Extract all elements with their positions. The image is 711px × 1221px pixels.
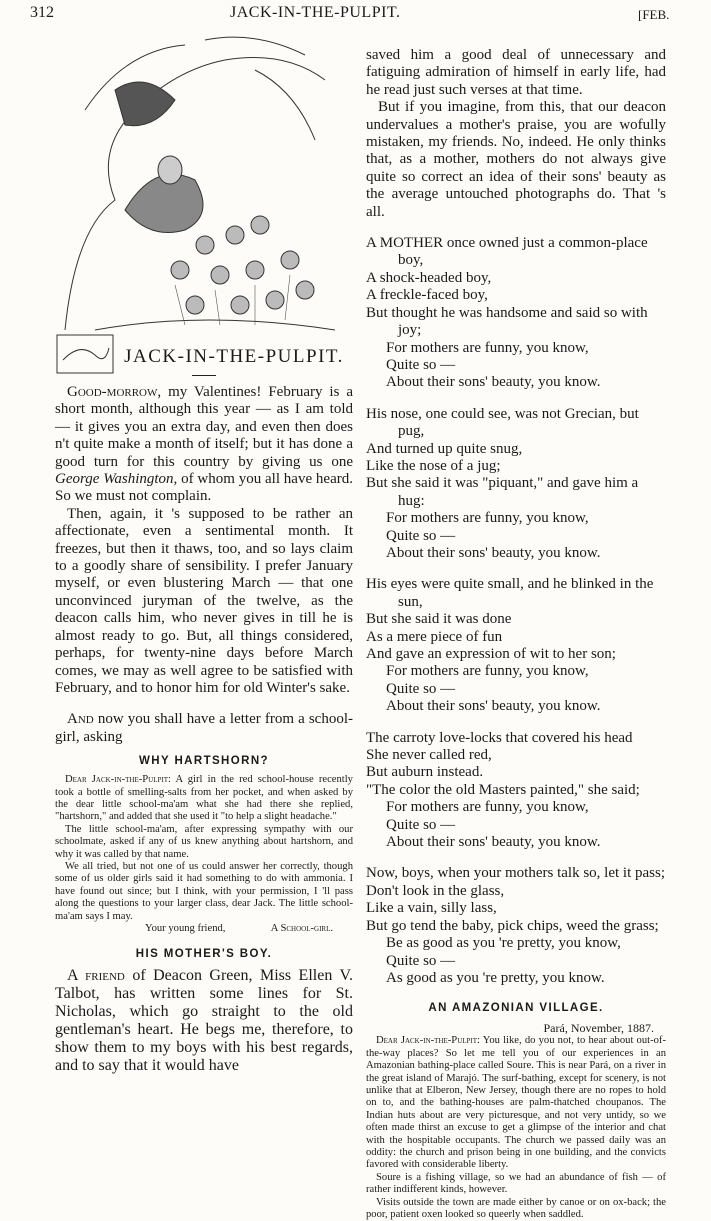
village-paragraph: Soure is a fishing village, so we had an abundance of fish — of rather indifferent kinds, however.	[366, 1171, 666, 1196]
poem-line: Like the nose of a jug;	[366, 457, 501, 474]
poem-stanza	[366, 406, 666, 563]
letter-paragraph: : A girl in the red school-house recently took a bottle of smelling-salts from her pocket, and when asked by the dear little school-ma'am what she had there she replied, "hartshorn," and added that she used it "to help a slight headache."	[55, 774, 353, 823]
poem-line: She never called red,	[366, 747, 492, 764]
poem-intro-lead: A friend	[67, 967, 125, 985]
poem-line: Be as good as you 're pretty, you know,	[386, 935, 621, 952]
page-number: 312	[30, 4, 54, 21]
section-title: JACK-IN-THE-PULPIT.	[124, 346, 344, 367]
school-girl-letter	[55, 774, 353, 935]
poem-line: For mothers are funny, you know,	[386, 339, 589, 356]
poem-line: joy;	[398, 322, 422, 339]
poem-line: But she said it was done	[366, 611, 512, 628]
poem-line: pug,	[398, 423, 425, 440]
poem-line: About their sons' beauty, you know.	[386, 834, 601, 851]
poem-line: For mothers are funny, you know,	[386, 799, 589, 816]
poem-line: For mothers are funny, you know,	[386, 663, 589, 680]
poem-line: Quite so —	[386, 952, 456, 969]
poem-stanza	[366, 865, 666, 987]
intro-text	[55, 384, 353, 697]
poem-line: Don't look in the glass,	[366, 882, 505, 899]
poem-line: But thought he was handsome and said so with	[366, 304, 648, 321]
village-heading: AN AMAZONIAN VILLAGE.	[428, 1002, 604, 1015]
poem-heading: HIS MOTHER'S BOY.	[135, 948, 273, 961]
letter-heading: WHY HARTSHORN?	[139, 755, 269, 768]
letter-paragraph: We all tried, but not one of us could answer her correctly, though some of us older girls said it had something to do with ammonia. I have found out since; but I think, with your permission, I 'll pass along the questions to your larger class, dear Jack. The little school-ma'am says I may.	[55, 860, 353, 922]
poem-line: And gave an expression of wit to her son;	[366, 646, 616, 662]
poem-line: Like a vain, silly lass,	[366, 900, 497, 917]
running-month: [FEB.	[638, 7, 670, 22]
poem-line: About their sons' beauty, you know.	[386, 698, 601, 715]
letter-salutation: Dear Jack-in-the-Pulpit	[65, 774, 169, 786]
poem-line: But auburn instead.	[366, 764, 484, 781]
intro-tail: , of whom you all have heard. So we must not complain.	[55, 471, 353, 505]
poem-line: But go tend the baby, pick chips, weed the grass;	[366, 917, 659, 934]
poem-intro-text: of Deacon Green, Miss Ellen V. Talbot, has written some lines for St. Nicholas, which go straight to the old gentleman's heart. He begs me, therefore, to show them to my boys with his best regards, and to say that it would have	[55, 967, 353, 1075]
poem-line: A freckle-faced boy,	[366, 287, 488, 304]
title-rule	[192, 375, 216, 376]
continuation-paragraph: saved him a good deal of unnecessary and fatiguing admiration of himself in early life, had he read just such verses at that time.	[366, 47, 666, 98]
poem-line: His nose, one could see, was not Grecian, but	[366, 405, 639, 422]
poem-line: Now, boys, when your mothers talk so, let it pass;	[366, 865, 665, 882]
poem-line: sun,	[398, 593, 423, 610]
village-dateline: Pará, November, 1887.	[543, 1021, 654, 1036]
village-paragraph: : You like, do you not, to hear about out-of-the-way places? So let me tell you of our experiences in an Amazonian bathing-place called Soure. This is near Pará, on a river in the great island of Marajó. The surf-bathing, except for scenery, is not unlike that at Elberon, New Jersey, though there are no ropes to hold on to, and the bathing-houses are palm-thatched choupanos. The Indian huts about are very picturesque, and not very untidy, so we often made thirst an excuse to get a glimpse of the interior and chat with the hospitable occupants. The church we passed daily was an oddity: the church and prison being in one building, and the convicts favored with considerable liberty.	[366, 1035, 666, 1171]
poem-line: Quite so —	[386, 527, 456, 544]
running-title: JACK-IN-THE-PULPIT.	[230, 4, 401, 21]
letter-intro	[55, 711, 353, 746]
letter-signature: A School-girl.	[270, 923, 333, 934]
poem-stanza	[366, 576, 666, 715]
poem-line: His eyes were quite small, and he blinked in the	[366, 576, 654, 593]
poem	[366, 235, 666, 987]
poem-line: As good as you 're pretty, you know.	[386, 969, 605, 986]
intro-lead: Good-morrow	[67, 384, 158, 400]
poem-stanza	[366, 235, 666, 392]
village-paragraph: Visits outside the town are made either by canoe or on ox-back; the poor, patient oxen looked so queerly when saddled.	[366, 1196, 666, 1220]
poem-line: About their sons' beauty, you know.	[386, 544, 601, 561]
continuation-text	[366, 47, 666, 221]
poem-line: Quite so —	[386, 816, 456, 833]
village-letter	[366, 1035, 666, 1221]
intro-italic: George Washington	[55, 471, 174, 488]
continuation-paragraph: But if you imagine, from this, that our deacon undervalues a mother's praise, you are wofully mistaken, my friends. No, indeed. He only thinks that, as a mother, mothers do not always give quite so correct an idea of their sons' beauty as the average untouched photographs do. That 's all.	[366, 99, 666, 220]
poem-line: And turned up quite snug,	[366, 440, 523, 457]
poem-line: Quite so —	[386, 356, 456, 373]
letter-paragraph: The little school-ma'am, after expressing sympathy with our schoolmate, asked if any of us knew anything about hartshorn, and why it was called by that name.	[55, 823, 353, 860]
poem-line: Quite so —	[386, 680, 456, 697]
intro-text-1: , my Valentines! February is a short month, although this year — as I am told — it gives you an extra day, and even then does n't quite make a month of itself; but it has done a good turn for this country by giving us one	[55, 384, 353, 470]
poem-stanza	[366, 730, 666, 852]
poem-intro	[55, 967, 353, 1075]
poem-line: The carroty love-locks that covered his head	[366, 729, 633, 746]
letter-intro-lead: And	[67, 711, 94, 728]
right-column	[366, 47, 666, 1221]
left-column	[55, 30, 353, 1075]
letter-closing: Your young friend,	[145, 923, 226, 934]
intro-paragraph-2: Then, again, it 's supposed to be rather an affectionate, even a sentimental month. It freezes, but then it thaws, too, and so lays claim to a goodly share of sensibility. I prefer January myself, or even blustering March — that one unconvinced juryman of the twelve, as the deacon calls him, who never gives in till he is almost ready to go. But, all things considered, perhaps, for twenty-nine days before March comes, we may as well agree to be satisfied with February, and to honor him for old Winter's sake.	[55, 505, 353, 696]
poem-line: "The color the old Masters painted," she said;	[366, 781, 640, 798]
poem-line: A MOTHER once owned just a common-place boy,	[366, 235, 648, 269]
letter-intro-text: now you shall have a letter from a school-girl, asking	[55, 711, 353, 745]
poem-line: A shock-headed boy,	[366, 269, 492, 286]
poem-line: But she said it was "piquant," and gave him a hug:	[366, 475, 639, 509]
poem-line: About their sons' beauty, you know.	[386, 374, 601, 391]
poem-line: For mothers are funny, you know,	[386, 510, 589, 527]
village-salutation: Dear Jack-in-the-Pulpit	[376, 1035, 478, 1047]
poem-line: As a mere piece of fun	[366, 628, 503, 645]
jack-in-the-pulpit-illustration	[55, 30, 350, 375]
